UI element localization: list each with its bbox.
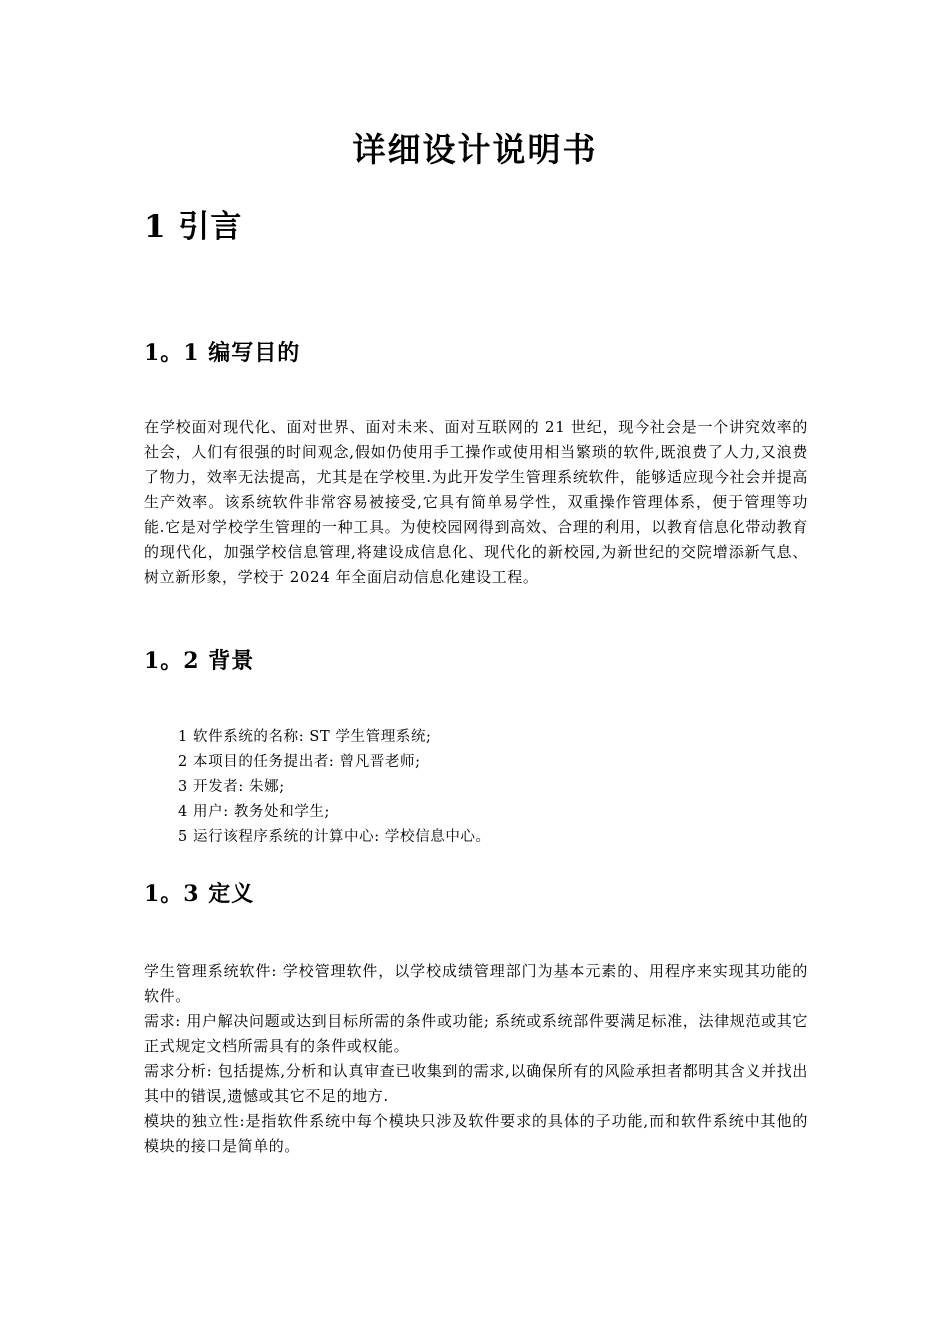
document-title: 详细设计说明书 [352, 130, 598, 169]
definition-item: 学生管理系统软件: 学校管理软件，以学校成绩管理部门为基本元素的、用程序来实现其功能的软件。 [144, 962, 808, 1005]
background-item: 4 用户: 教务处和学生; [178, 804, 331, 820]
background-item: 3 开发者: 朱娜; [178, 779, 285, 795]
subsection-heading-definitions: 1。3 定义 [144, 881, 255, 907]
purpose-paragraph: 在学校面对现代化、面对世界、面对未来、面对互联网的 21 世纪，现今社会是一个讲究效率的社会，人们有很强的时间观念,假如仍使用手工操作或使用相当繁琐的软件,既浪费了人力,又浪费了物力，效率无法提高，尤其是在学校里.为此开发学生管理系统软件，能够适应现今社会并提高生产效率。该系统软件非常容易被接受,它具有简单易学性，双重操作管理体系，便于管理等功能.它是对学校学生管理的一种工具。为使校园网得到高效、合理的利用，以教育信息化带动教育的现代化，加强学校信息管理,将建设成信息化、现代化的新校园,为新世纪的交院增添新气息、树立新形象，学校于 2024 年全面启动信息化建设工程。 [144, 418, 808, 586]
background-item: 2 本项目的任务提出者: 曾凡晋老师; [178, 754, 421, 770]
background-list [178, 725, 491, 850]
section-heading-introduction: 1 引言 [144, 209, 243, 245]
definition-item: 模块的独立性:是指软件系统中每个模块只涉及软件要求的具体的子功能,而和软件系统中其他的模块的接口是简单的。 [144, 1112, 808, 1155]
subsection-heading-background: 1。2 背景 [144, 648, 255, 674]
background-item: 1 软件系统的名称: ST 学生管理系统; [178, 729, 432, 745]
background-item: 5 运行该程序系统的计算中心: 学校信息中心。 [178, 829, 491, 845]
definition-item: 需求分析: 包括提炼,分析和认真审查已收集到的需求,以确保所有的风险承担者都明其含义并找出其中的错误,遗憾或其它不足的地方. [144, 1062, 808, 1105]
definitions-list [144, 959, 808, 1159]
subsection-heading-purpose: 1。1 编写目的 [144, 340, 301, 366]
definition-item: 需求: 用户解决问题或达到目标所需的条件或功能; 系统或系统部件要满足标准，法律规范或其它正式规定文档所需具有的条件或权能。 [144, 1012, 808, 1055]
